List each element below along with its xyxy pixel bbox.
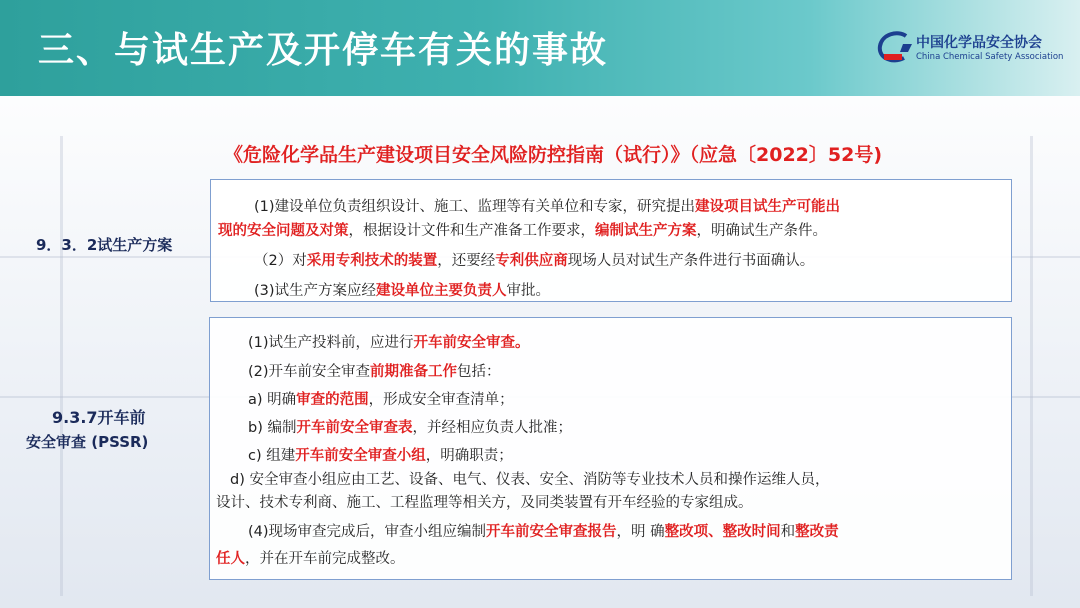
body-text: ，形成安全审查清单； bbox=[368, 392, 514, 408]
logo-english-text: China Chemical Safety Association bbox=[916, 52, 1064, 62]
section2-line bbox=[216, 493, 753, 513]
highlight-text: 专利供应商 bbox=[495, 253, 568, 269]
section2-line bbox=[248, 522, 839, 542]
page-title: 三、与试生产及开停车有关的事故 bbox=[38, 30, 609, 71]
body-text: 现场人员对试生产条件进行书面确认。 bbox=[567, 253, 815, 269]
body-text: (4)现场审查完成后，审查小组应编制 bbox=[248, 524, 487, 540]
highlight-text: 建设项目试生产可能出 bbox=[695, 199, 841, 215]
body-text: ，明确试生产条件。 bbox=[696, 223, 827, 239]
body-text: (1)建设单位负责组织设计、施工、监理等有关单位和专家，研究提出 bbox=[254, 199, 696, 215]
association-logo bbox=[876, 28, 1072, 68]
body-text: ，明 确 bbox=[616, 524, 665, 540]
highlight-text: 开车前安全审查。 bbox=[413, 335, 530, 351]
body-text: 设计、技术专利商、施工、工程监理等相关方，及同类装置有开车经验的专家组成。 bbox=[216, 495, 753, 511]
section1-line bbox=[254, 197, 840, 217]
section1-label: 9．3．2试生产方案 bbox=[36, 236, 173, 254]
header-bar bbox=[0, 0, 1080, 96]
highlight-text: 整改责 bbox=[795, 524, 839, 540]
body-text: a) 明确 bbox=[248, 392, 297, 408]
logo-chinese-text: 中国化学品安全协会 bbox=[916, 35, 1042, 51]
section2-line bbox=[248, 446, 513, 466]
section2-label-line2: 安全审查 (PSSR) bbox=[26, 433, 149, 451]
body-text: d) 安全审查小组应由工艺、设备、电气、仪表、安全、消防等专业技术人员和操作运维人员， bbox=[230, 472, 830, 488]
section1-line bbox=[218, 221, 827, 241]
body-text: b) 编制 bbox=[248, 420, 297, 436]
section2-line bbox=[248, 362, 501, 382]
highlight-text: 整改项、整改时间 bbox=[664, 524, 781, 540]
highlight-text: 任人 bbox=[216, 551, 245, 567]
body-text: (1)试生产投料前，应进行 bbox=[248, 335, 414, 351]
highlight-text: 开车前安全审查报告 bbox=[486, 524, 617, 540]
body-text: ，明确职责； bbox=[425, 448, 513, 464]
body-text: ，并经相应负责人批准； bbox=[412, 420, 572, 436]
section2-line bbox=[230, 470, 829, 490]
section2-label-line1: 9.3.7开车前 bbox=[52, 408, 146, 427]
body-text: (3)试生产方案应经 bbox=[254, 283, 377, 299]
ccsa-logo-icon bbox=[876, 30, 914, 66]
section2-line bbox=[248, 333, 530, 353]
section1-line bbox=[254, 251, 814, 271]
highlight-text: 采用专利技术的装置 bbox=[306, 253, 438, 269]
section1-line bbox=[254, 281, 550, 301]
highlight-text: 编制试生产方案 bbox=[595, 223, 697, 239]
body-text: 审批。 bbox=[506, 283, 551, 299]
body-text: 和 bbox=[780, 524, 796, 540]
highlight-text: 现的安全问题及对策 bbox=[218, 223, 349, 239]
body-text: （2）对 bbox=[254, 253, 307, 269]
section2-line bbox=[216, 549, 405, 569]
highlight-text: 前期准备工作 bbox=[370, 364, 458, 380]
section2-line bbox=[248, 390, 514, 410]
body-text: ，根据设计文件和生产准备工作要求， bbox=[348, 223, 595, 239]
body-text: c) 组建 bbox=[248, 448, 296, 464]
highlight-text: 开车前安全审查小组 bbox=[295, 448, 426, 464]
guide-title: 《危险化学品生产建设项目安全风险防控指南（试行）》（应急〔2022〕52号) bbox=[224, 144, 883, 166]
highlight-text: 审查的范围 bbox=[296, 392, 369, 408]
body-text: ，并在开车前完成整改。 bbox=[245, 551, 405, 567]
body-text: 包括： bbox=[457, 364, 501, 380]
section2-line bbox=[248, 418, 572, 438]
body-text: (2)开车前安全审查 bbox=[248, 364, 371, 380]
body-text: ，还要经 bbox=[437, 253, 496, 269]
highlight-text: 开车前安全审查表 bbox=[296, 420, 413, 436]
highlight-text: 建设单位主要负责人 bbox=[376, 283, 507, 299]
